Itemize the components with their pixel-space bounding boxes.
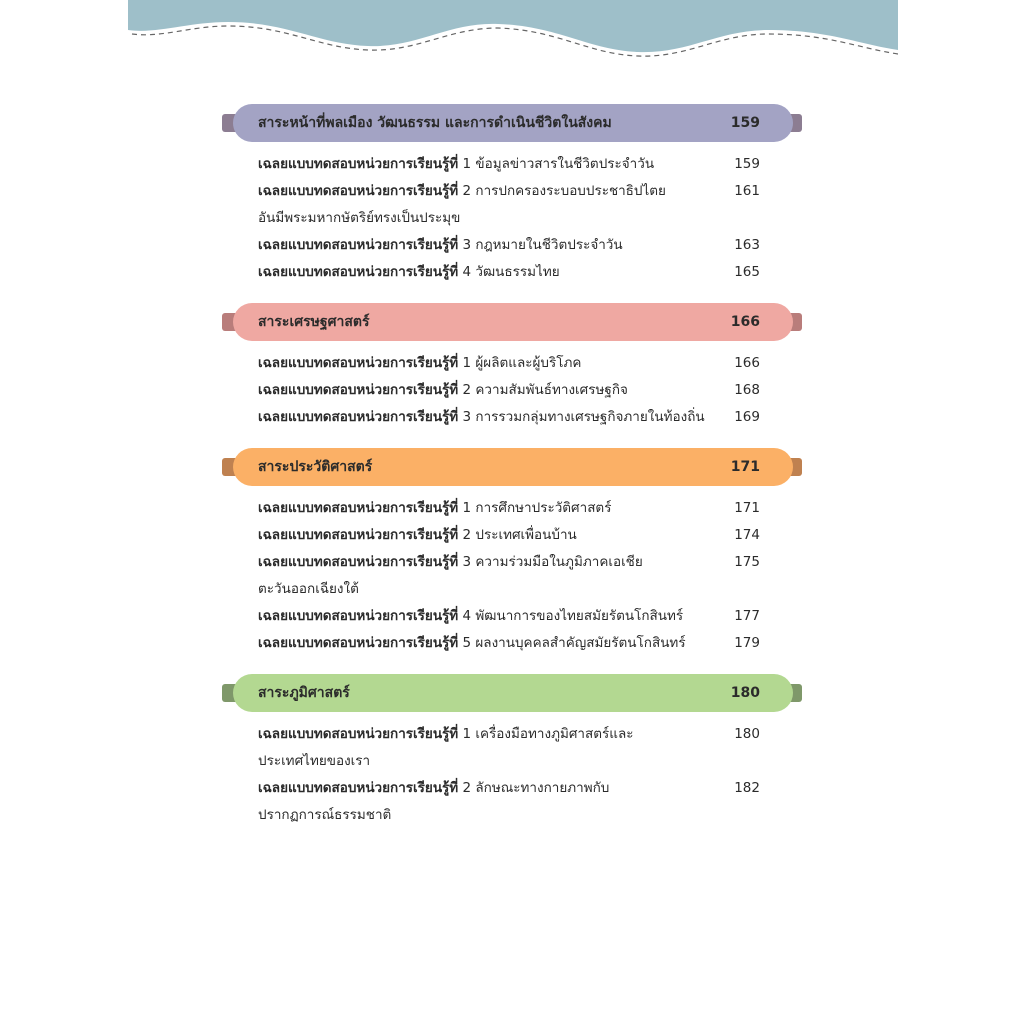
- section-page-number: 166: [730, 314, 760, 330]
- entry-unit-number: 3: [462, 409, 472, 425]
- entry-page-number: 177: [734, 608, 760, 624]
- entry-prefix: เฉลยแบบทดสอบหน่วยการเรียนรู้ที่: [258, 156, 459, 172]
- entry-title: ข้อมูลข่าวสารในชีวิตประจำวัน: [475, 156, 655, 172]
- toc-entry[interactable]: [128, 549, 898, 603]
- entry-page-number: 179: [734, 635, 760, 651]
- entry-title: พัฒนาการของไทยสมัยรัตนโกสินทร์: [475, 608, 684, 624]
- toc-entry[interactable]: [128, 350, 898, 377]
- entry-list: [128, 350, 898, 431]
- entry-prefix: เฉลยแบบทดสอบหน่วยการเรียนรู้ที่: [258, 382, 459, 398]
- entry-title: ผู้ผลิตและผู้บริโภค: [475, 355, 582, 371]
- entry-unit-number: 4: [462, 608, 472, 624]
- entry-page-number: 174: [734, 527, 760, 543]
- entry-page-number: 169: [734, 409, 760, 425]
- entry-title-continued: อันมีพระมหากษัตริย์ทรงเป็นประมุข: [258, 210, 461, 226]
- entry-title: วัฒนธรรมไทย: [475, 264, 560, 280]
- toc-entry[interactable]: [128, 775, 898, 829]
- section-title: สาระประวัติศาสตร์: [258, 459, 373, 475]
- toc-entry[interactable]: [128, 495, 898, 522]
- entry-page-number: 166: [734, 355, 760, 371]
- entry-page-number: 180: [734, 726, 760, 742]
- entry-unit-number: 1: [462, 500, 472, 516]
- toc-entry[interactable]: [128, 178, 898, 232]
- entry-title-continued: ปรากฏการณ์ธรรมชาติ: [258, 807, 392, 823]
- entry-prefix: เฉลยแบบทดสอบหน่วยการเรียนรู้ที่: [258, 264, 459, 280]
- entry-unit-number: 2: [462, 382, 472, 398]
- entry-title: การปกครองระบอบประชาธิปไตย: [475, 183, 666, 199]
- entry-prefix: เฉลยแบบทดสอบหน่วยการเรียนรู้ที่: [258, 355, 459, 371]
- entry-list: [128, 721, 898, 829]
- entry-page-number: 165: [734, 264, 760, 280]
- entry-unit-number: 2: [462, 527, 472, 543]
- section-title: สาระหน้าที่พลเมือง วัฒนธรรม และการดำเนินชีวิตในสังคม: [258, 115, 612, 131]
- entry-page-number: 161: [734, 183, 760, 199]
- entry-title: การศึกษาประวัติศาสตร์: [475, 500, 612, 516]
- entry-page-number: 163: [734, 237, 760, 253]
- entry-unit-number: 5: [462, 635, 472, 651]
- toc-entry[interactable]: [128, 603, 898, 630]
- entry-unit-number: 1: [462, 726, 472, 742]
- entry-unit-number: 1: [462, 355, 472, 371]
- toc-entry[interactable]: [128, 630, 898, 657]
- section-title: สาระภูมิศาสตร์: [258, 685, 350, 701]
- entry-prefix: เฉลยแบบทดสอบหน่วยการเรียนรู้ที่: [258, 527, 459, 543]
- entry-title: ผลงานบุคคลสำคัญสมัยรัตนโกสินทร์: [475, 635, 686, 651]
- entry-list: [128, 495, 898, 657]
- entry-title-continued: ประเทศไทยของเรา: [258, 753, 371, 769]
- section-page-number: 180: [730, 685, 760, 701]
- entry-prefix: เฉลยแบบทดสอบหน่วยการเรียนรู้ที่: [258, 183, 459, 199]
- entry-title: ความสัมพันธ์ทางเศรษฐกิจ: [475, 382, 628, 398]
- entry-prefix: เฉลยแบบทดสอบหน่วยการเรียนรู้ที่: [258, 554, 459, 570]
- entry-prefix: เฉลยแบบทดสอบหน่วยการเรียนรู้ที่: [258, 608, 459, 624]
- entry-title-continued: ตะวันออกเฉียงใต้: [258, 581, 359, 597]
- toc-entry[interactable]: [128, 522, 898, 549]
- entry-page-number: 168: [734, 382, 760, 398]
- toc-entry[interactable]: [128, 404, 898, 431]
- toc-entry[interactable]: [128, 259, 898, 286]
- entry-unit-number: 4: [462, 264, 472, 280]
- entry-title: การรวมกลุ่มทางเศรษฐกิจภายในท้องถิ่น: [475, 409, 705, 425]
- entry-prefix: เฉลยแบบทดสอบหน่วยการเรียนรู้ที่: [258, 635, 459, 651]
- entry-title: ลักษณะทางกายภาพกับ: [475, 780, 610, 796]
- entry-page-number: 175: [734, 554, 760, 570]
- entry-title: ประเทศเพื่อนบ้าน: [475, 527, 577, 543]
- entry-title: กฎหมายในชีวิตประจำวัน: [475, 237, 623, 253]
- wave-stitch: [132, 26, 898, 56]
- toc-page: [128, 0, 898, 1024]
- entry-unit-number: 1: [462, 156, 472, 172]
- wave-header-decoration: [128, 0, 898, 62]
- entry-unit-number: 3: [462, 554, 472, 570]
- entry-prefix: เฉลยแบบทดสอบหน่วยการเรียนรู้ที่: [258, 500, 459, 516]
- entry-list: [128, 151, 898, 286]
- entry-page-number: 182: [734, 780, 760, 796]
- entry-prefix: เฉลยแบบทดสอบหน่วยการเรียนรู้ที่: [258, 237, 459, 253]
- toc-entry[interactable]: [128, 232, 898, 259]
- toc-entry[interactable]: [128, 151, 898, 178]
- section-page-number: 171: [730, 459, 760, 475]
- entry-page-number: 159: [734, 156, 760, 172]
- entry-prefix: เฉลยแบบทดสอบหน่วยการเรียนรู้ที่: [258, 780, 459, 796]
- section-page-number: 159: [730, 115, 760, 131]
- toc-entry[interactable]: [128, 377, 898, 404]
- toc-entry[interactable]: [128, 721, 898, 775]
- section-title: สาระเศรษฐศาสตร์: [258, 314, 370, 330]
- entry-title: ความร่วมมือในภูมิภาคเอเชีย: [475, 554, 643, 570]
- entry-unit-number: 3: [462, 237, 472, 253]
- entry-prefix: เฉลยแบบทดสอบหน่วยการเรียนรู้ที่: [258, 726, 459, 742]
- entry-unit-number: 2: [462, 780, 472, 796]
- entry-prefix: เฉลยแบบทดสอบหน่วยการเรียนรู้ที่: [258, 409, 459, 425]
- entry-title: เครื่องมือทางภูมิศาสตร์และ: [475, 726, 634, 742]
- entry-unit-number: 2: [462, 183, 472, 199]
- entry-page-number: 171: [734, 500, 760, 516]
